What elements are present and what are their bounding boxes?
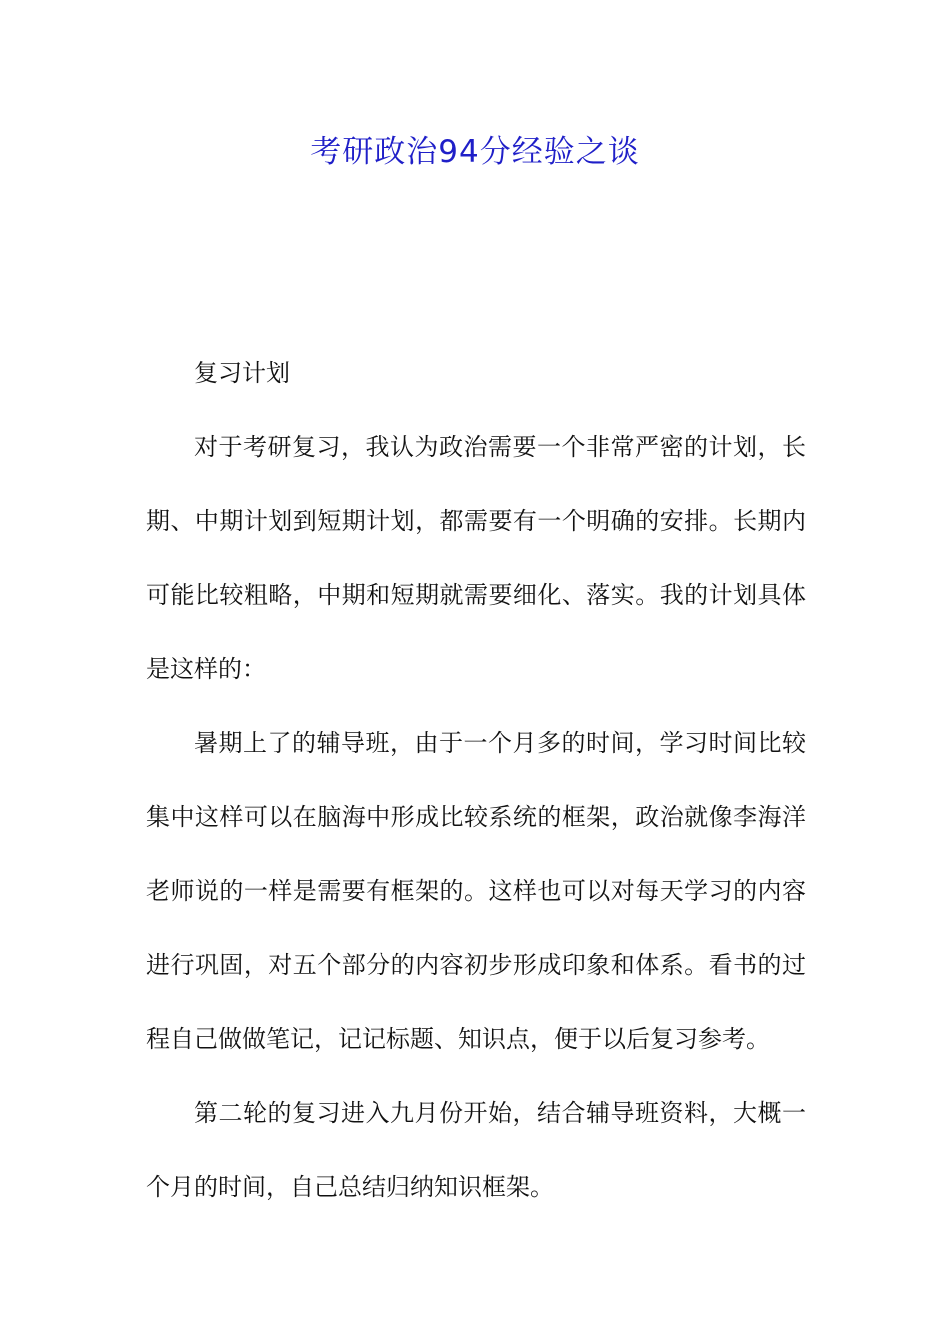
section-heading: 复习计划 xyxy=(194,359,290,387)
document-body xyxy=(146,336,806,1224)
paragraph: 对于考研复习，我认为政治需要一个非常严密的计划，长期、中期计划到短期计划，都需要有一个明确的安排。长期内可能比较粗略，中期和短期就需要细化、落实。我的计划具体是这样的： xyxy=(146,433,806,683)
document-title: 考研政治94分经验之谈 xyxy=(310,134,640,170)
paragraph: 暑期上了的辅导班，由于一个月多的时间，学习时间比较集中这样可以在脑海中形成比较系统的框架，政治就像李海洋老师说的一样是需要有框架的。这样也可以对每天学习的内容进行巩固，对五个部分的内容初步形成印象和体系。看书的过程自己做做笔记，记记标题、知识点，便于以后复习参考。 xyxy=(146,729,806,1053)
paragraph: 第二轮的复习进入九月份开始，结合辅导班资料，大概一个月的时间，自己总结归纳知识框架。 xyxy=(146,1099,806,1201)
